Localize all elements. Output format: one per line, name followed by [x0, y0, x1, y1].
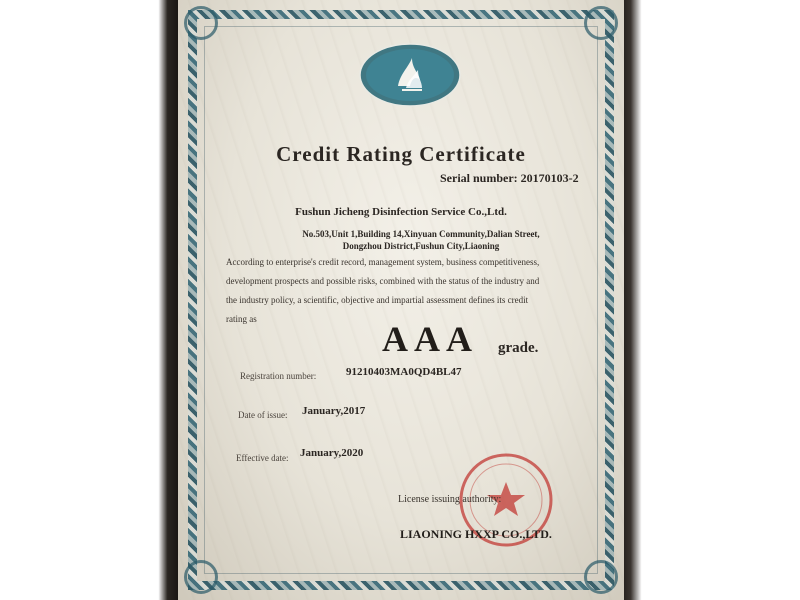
credit-grade: AAA: [382, 319, 478, 359]
registration-value: 91210403MA0QD4BL47: [346, 366, 462, 378]
assessment-line: rating as: [226, 314, 257, 324]
grade-word: grade.: [498, 340, 539, 356]
assessment-line: According to enterprise's credit record, management system, business competitiveness,: [226, 257, 540, 267]
backdrop-right: [620, 0, 800, 600]
address-line: No.503,Unit 1,Building 14,Xinyuan Community,Dalian Street,: [302, 229, 540, 239]
company-address: [291, 228, 551, 252]
certificate-paper: [178, 0, 624, 600]
authority-label: License issuing authority:: [398, 494, 502, 505]
effective-date-label: Effective date:: [236, 453, 289, 463]
authority-name: LIAONING HXXP CO.,LTD.: [400, 527, 552, 541]
company-name: Fushun Jicheng Disinfection Service Co.,Ltd.: [295, 206, 507, 218]
backdrop-left: [0, 0, 180, 600]
assessment-line: the industry policy, a scientific, objective and impartial assessment defines its credit: [226, 295, 529, 305]
certificate-title: Credit Rating Certificate: [276, 142, 526, 166]
corner-ornament-icon: [184, 6, 218, 40]
registration-label: Registration number:: [240, 371, 317, 381]
effective-date-value: January,2020: [300, 447, 364, 459]
corner-ornament-icon: [584, 6, 618, 40]
issue-date-value: January,2017: [302, 405, 366, 417]
flame-emblem-icon: [358, 42, 462, 108]
corner-ornament-icon: [184, 560, 218, 594]
issue-date-label: Date of issue:: [238, 410, 288, 420]
address-line: Dongzhou District,Fushun City,Liaoning: [342, 241, 500, 251]
serial-number: Serial number: 20170103-2: [440, 171, 579, 185]
corner-ornament-icon: [584, 560, 618, 594]
assessment-line: development prospects and possible risks, combined with the status of the industry and: [226, 276, 540, 286]
